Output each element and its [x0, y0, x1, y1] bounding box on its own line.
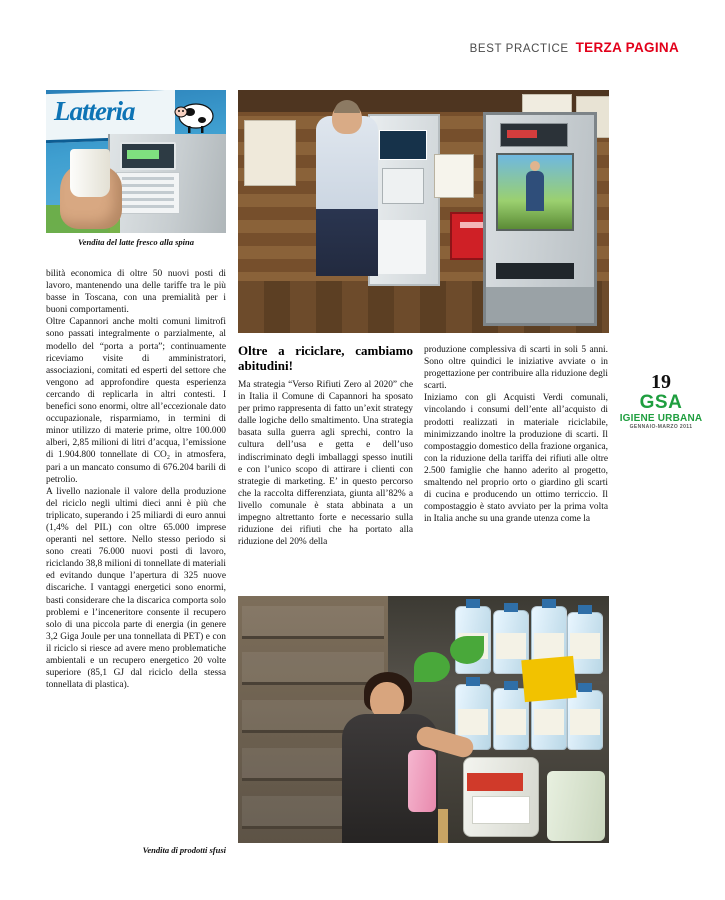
- paragraph: A livello nazionale il valore della produzione del riciclo negli ultimi dieci anni è più che triplicato, superando i 25 miliardi di euro annui (1,4% del PIL) con oltre 65.000 imprese operanti nel settore. Nello stesso periodo si sono creati 76.000 nuovi posti di lavoro, riciclando 38,8 milioni di tonnellate di materiali ed evitando dunque l’apertura di 325 nuove discariche. I vantaggi energetici sono enormi, basti considerare che la discarica comporta solo problemi e l’inceneritore consente il recupero solo di una piccola parte di energia (in genere 3,2 Giga Joule per una tonnellata di PET) e con il riciclo si riesce ad avere meno problematiche ambientali e un recupero energetico 20 volte superiore (85,1 GJ dal riciclo della stessa tonnellata di plastica).: [46, 486, 226, 691]
- photo-hut-kiosk-screen: [496, 153, 574, 231]
- photo-milk-display: [120, 142, 176, 170]
- section-subheading: Oltre a riciclare, cambiamo abitudini!: [238, 343, 413, 373]
- paragraph: Ma strategia “Verso Rifiuti Zero al 2020” che in Italia il Comune di Capannori ha sposato per primo rappresenta di fatto un’exit strategy dalle logiche dello smaltimento. Una strategia basata sulla guerra agli sprechi, contro la cultura dell’usa e getta e dell’uso indiscriminato degli imballaggi spesso inutili e con l’unico scopo di attirare i clienti con strategie di marketing. E’ in questo percorso che la raccolta differenziata, giunta all’82% a livello comunale è stata abbinata a un impegno altrettanto forte e necessario sulla riduzione dei rifiuti che ha portato alla riduzione del 20% della: [238, 380, 413, 548]
- caption-bulk-products: Vendita di prodotti sfusi: [142, 845, 226, 855]
- paragraph: bilità economica di oltre 50 nuovi posti di lavoro, mantenendo una delle tariffe tra le più basse in Toscana, con una premialità per i buoni comportamenti.: [46, 269, 226, 316]
- photo-bulk-bottle: [567, 690, 603, 750]
- paragraph: Oltre Capannori anche molti comuni limitrofi sono passati integralmente o parzialmente, al modello del “porta a porta”; continuamente riceviamo visite di amministratori, associazioni, comitati ed esperti del settore che vengono ad approfondire questa esperienza cercando di replicarla in altri contesti. I benefici sono enormi, oltre all’eccezionale dato occupazionale, risparmiamo, in termini di minor utilizzo di materie prime, oltre 100.000 alberi, 2,85 milioni di litri d’acqua, l’emissione di 1.904.800 tonnellate di CO₂ in atmosfera, pari a un mancato consumo di 676.204 barili di petrolio.: [46, 317, 226, 485]
- caption-milk-dispenser: Vendita del latte fresco alla spina: [78, 237, 194, 247]
- brand-logo-gsa: GSA: [639, 392, 683, 413]
- text-column-3: [424, 344, 608, 525]
- photo-bulk-yellow-sign: [521, 656, 576, 702]
- photo-milk-sign-text: Latteria: [54, 96, 135, 126]
- photo-milk-dispenser: [46, 90, 226, 233]
- page-number: 19: [651, 371, 671, 393]
- photo-hut-kiosk-slot: [496, 263, 574, 279]
- paragraph: produzione complessiva di scarti in soli 5 anni. Sono oltre quindici le iniziative avviate o in progettazione per contribuire alla riduzione degli scarti.: [424, 345, 608, 392]
- photo-hut-machine-screen: [379, 130, 427, 160]
- photo-hut-kiosk-base: [486, 287, 594, 323]
- photo-milk-info-label: [116, 172, 180, 214]
- page-header: [470, 40, 679, 55]
- photo-bulk-detergent-jug: [547, 771, 605, 841]
- issue-date: GENNAIO-MARZO 2011: [629, 424, 693, 430]
- photo-bulk-leaf-tag: [414, 652, 450, 682]
- paragraph: Iniziamo con gli Acquisti Verdi comunali, vincolando i consumi dell’ente all’acquisto di prodotti realizzati in materiale riciclabile, minimizzando inoltre la produzione di scarti. Il compostaggio domestico della frazione organica, con la riduzione della tariffa dei rifiuti alle oltre 2.500 famiglie che hanno aderito al progetto, smaltendo nel proprio orto o giardino gli scarti di cucina e producendo un ottimo terriccio. Il compostaggio è stato avviato per la prima volta in Italia anche su una grande utenza come la: [424, 393, 608, 525]
- photo-bulk-shelf-row: [242, 652, 384, 685]
- photo-hut-kiosk: [483, 112, 597, 326]
- photo-hut-person-body: [316, 116, 378, 276]
- photo-hut-person-head: [332, 102, 362, 134]
- magazine-logo-block: [619, 372, 703, 431]
- photo-milk-cup: [70, 149, 110, 197]
- photo-bulk-pink-bottle: [408, 750, 436, 812]
- photo-bulk-leaf-tag: [450, 636, 484, 664]
- photo-bulk-red-label: [467, 773, 523, 791]
- header-best-practice: BEST PRACTICE: [469, 43, 569, 55]
- photo-hut-kiosk-header: [500, 123, 568, 147]
- cow-icon: [172, 96, 218, 134]
- photo-bulk-shelf-row: [242, 606, 384, 639]
- photo-hut-machine-keypad: [382, 168, 424, 204]
- photo-hut-kiosk-person: [526, 171, 544, 211]
- photo-hut-vending-machine: [368, 114, 440, 286]
- photo-bulk-detergent-jug: [463, 757, 539, 837]
- photo-hut-poster-left: [244, 120, 296, 186]
- photo-hut-wall-sign: [434, 154, 474, 198]
- text-column-1: [46, 268, 226, 691]
- header-section-title: TERZA PAGINA: [575, 40, 679, 55]
- photo-water-house: [238, 90, 609, 333]
- photo-hut-machine-ad: [378, 220, 426, 274]
- brand-subtitle: IGIENE URBANA: [619, 413, 703, 424]
- text-column-2: [238, 344, 413, 548]
- photo-bulk-products: [238, 596, 609, 843]
